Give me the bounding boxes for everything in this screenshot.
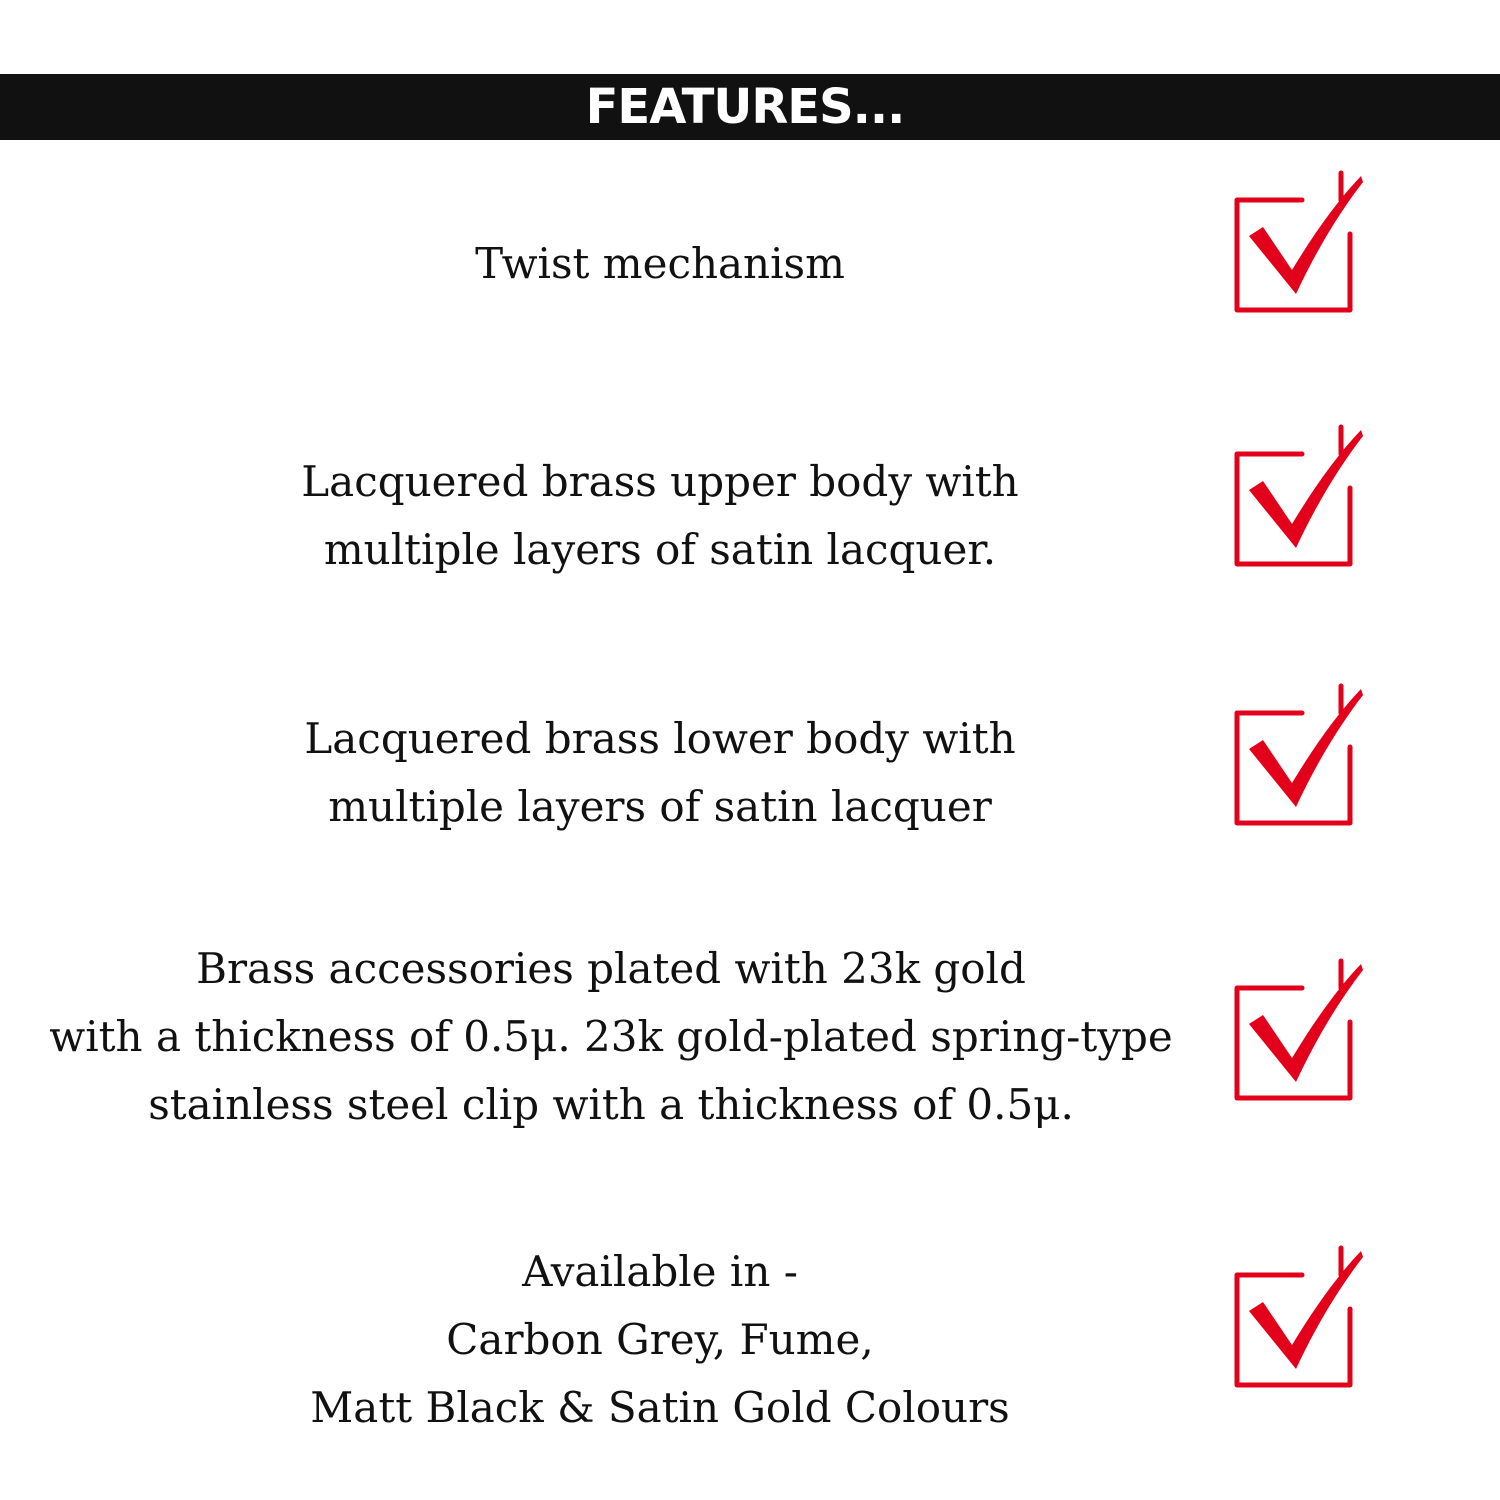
feature-line: Carbon Grey, Fume, — [446, 1315, 874, 1364]
feature-line: multiple layers of satin lacquer. — [323, 525, 997, 574]
feature-row — [0, 938, 1500, 1148]
feature-text — [0, 230, 1320, 298]
checked-checkbox-icon — [1225, 1245, 1375, 1395]
checked-checkbox-icon — [1225, 170, 1375, 320]
checked-checkbox-icon — [1225, 424, 1375, 574]
feature-line: multiple layers of satin lacquer — [328, 782, 992, 831]
feature-line: Lacquered brass upper body with — [301, 457, 1019, 506]
page-title: FEATURES... — [585, 79, 905, 135]
feature-line: Available in - — [522, 1247, 798, 1296]
feature-line: Matt Black & Satin Gold Colours — [310, 1383, 1010, 1432]
feature-text — [0, 1238, 1320, 1442]
feature-row — [0, 683, 1500, 843]
feature-text — [0, 935, 1222, 1139]
feature-line: Lacquered brass lower body with — [304, 714, 1016, 763]
feature-text — [0, 448, 1320, 584]
feature-text — [0, 705, 1320, 841]
feature-line: stainless steel clip with a thickness of 0.5μ. — [148, 1080, 1074, 1129]
feature-row — [0, 1225, 1500, 1445]
feature-line: Twist mechanism — [475, 239, 845, 288]
checked-checkbox-icon — [1225, 683, 1375, 833]
feature-line: Brass accessories plated with 23k gold — [196, 944, 1026, 993]
feature-line: with a thickness of 0.5μ. 23k gold-plated spring-type — [49, 1012, 1173, 1061]
feature-row — [0, 170, 1500, 330]
feature-row — [0, 424, 1500, 584]
header-bar — [0, 74, 1500, 140]
checked-checkbox-icon — [1225, 958, 1375, 1108]
